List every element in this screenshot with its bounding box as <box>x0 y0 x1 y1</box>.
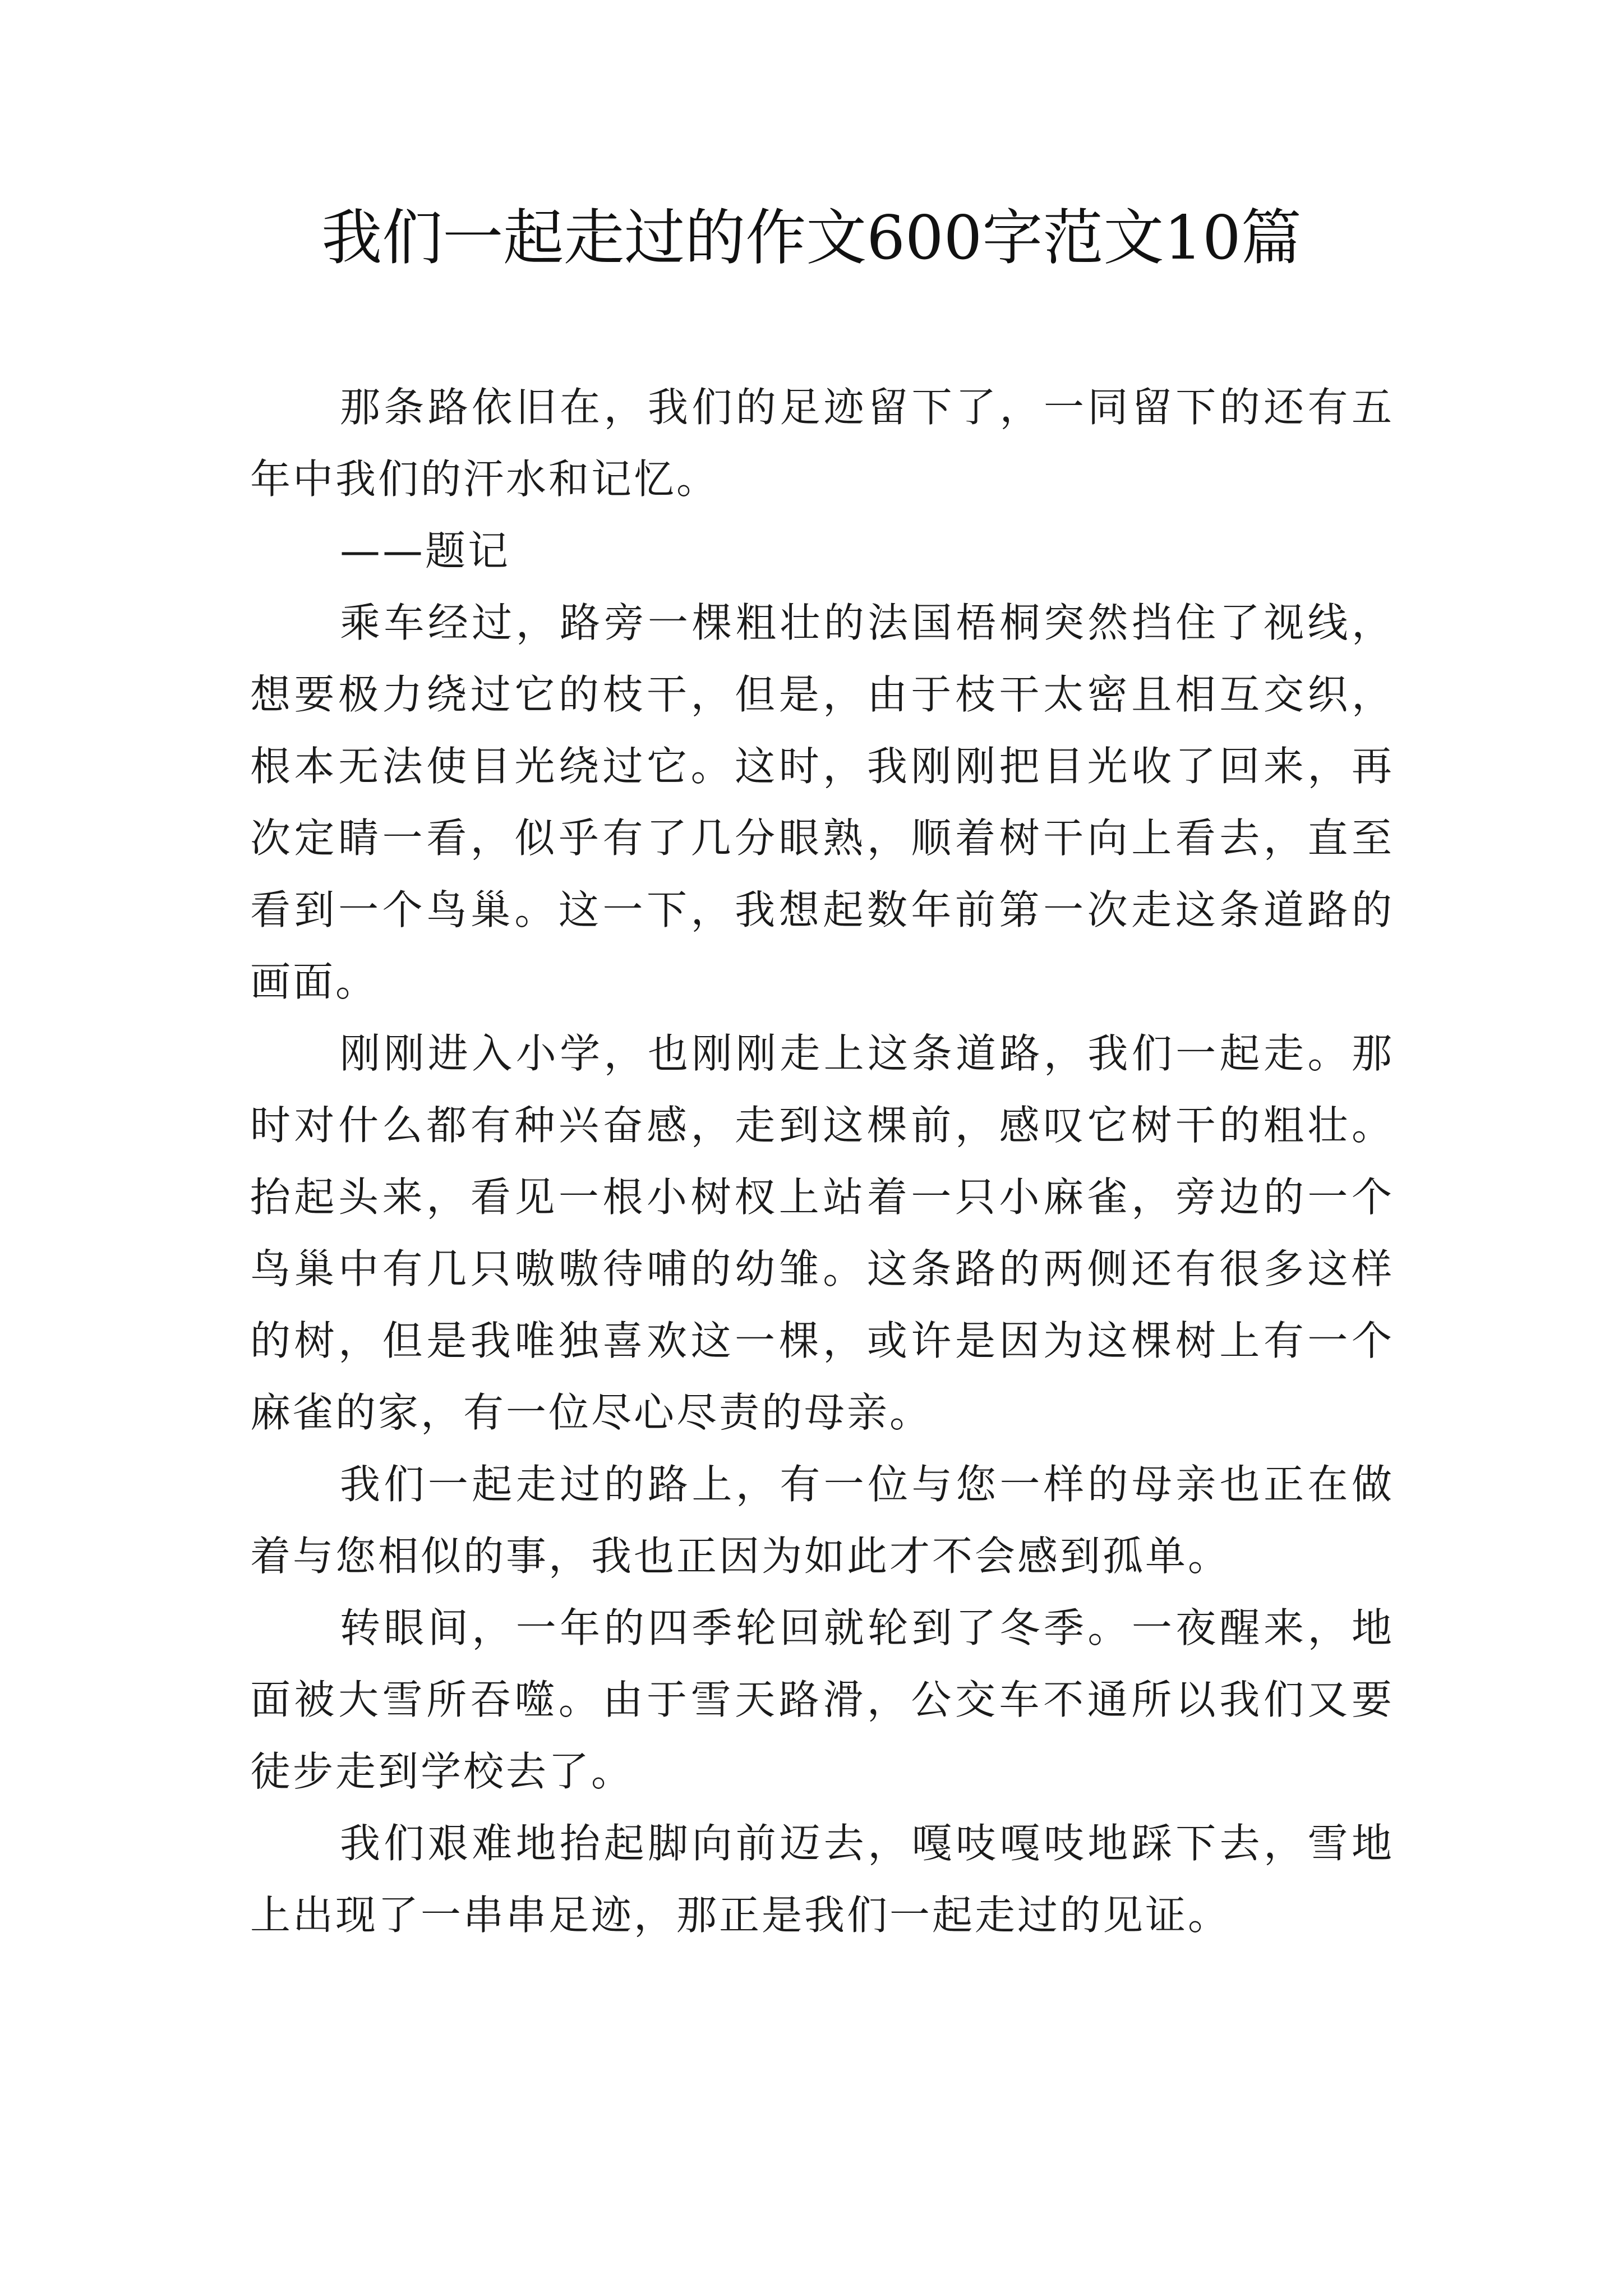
paragraph: 乘车经过，路旁一棵粗壮的法国梧桐突然挡住了视线，想要极力绕过它的枝干，但是，由于枝干太密且相互交织，根本无法使目光绕过它。这时，我刚刚把目光收了回来，再次定睛一看，似乎有了几分眼熟，顺着树干向上看去，直至看到一个鸟巢。这一下，我想起数年前第一次走这条道路的画面。 <box>250 599 1394 1005</box>
paragraph: 我们艰难地抬起脚向前迈去，嘎吱嘎吱地踩下去，雪地上出现了一串串足迹，那正是我们一起走过的见证。 <box>250 1820 1394 1939</box>
document-title: 我们一起走过的作文600字范文10篇 <box>321 203 1302 273</box>
paragraph-epigraph-attribution: ——题记 <box>340 527 511 574</box>
document-body <box>250 371 1394 1951</box>
paragraph: 那条路依旧在，我们的足迹留下了，一同留下的还有五年中我们的汗水和记忆。 <box>250 384 1394 503</box>
paragraph: 转眼间，一年的四季轮回就轮到了冬季。一夜醒来，地面被大雪所吞噬。由于雪天路滑，公交车不通所以我们又要徒步走到学校去了。 <box>250 1604 1394 1795</box>
paragraph: 刚刚进入小学，也刚刚走上这条道路，我们一起走。那时对什么都有种兴奋感，走到这棵前，感叹它树干的粗壮。抬起头来，看见一根小树杈上站着一只小麻雀，旁边的一个鸟巢中有几只嗷嗷待哺的幼雏。这条路的两侧还有很多这样的树，但是我唯独喜欢这一棵，或许是因为这棵树上有一个麻雀的家，有一位尽心尽责的母亲。 <box>250 1030 1394 1436</box>
paragraph: 我们一起走过的路上，有一位与您一样的母亲也正在做着与您相似的事，我也正因为如此才不会感到孤单。 <box>250 1461 1394 1580</box>
